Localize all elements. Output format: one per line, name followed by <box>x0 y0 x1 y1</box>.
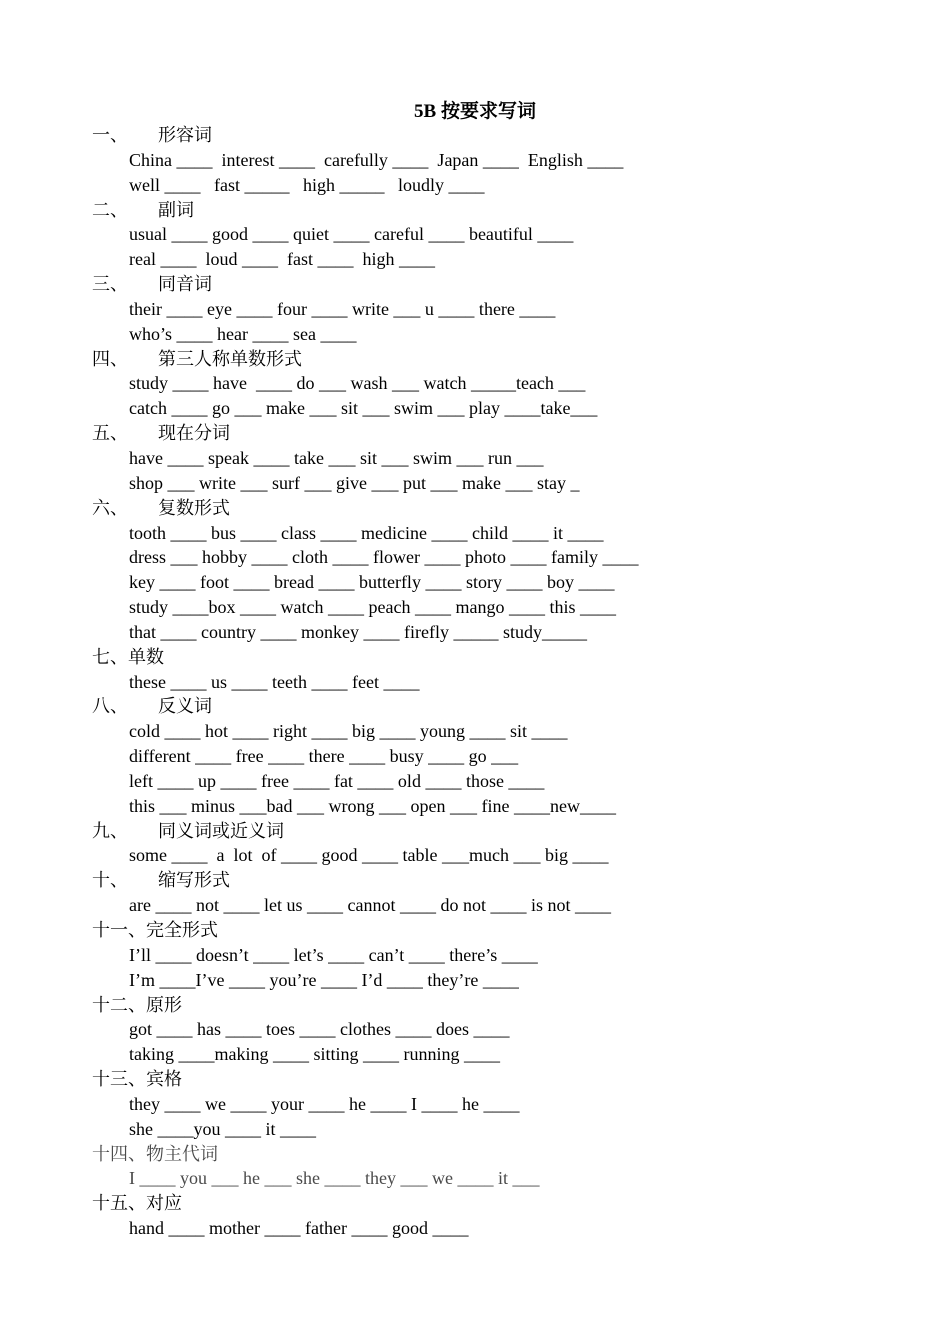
section-label: 单数 <box>128 646 164 667</box>
section-heading <box>92 272 892 297</box>
section-heading <box>92 819 892 844</box>
section-label: 反义词 <box>158 696 212 717</box>
section-number: 八、 <box>92 696 128 717</box>
section-number: 五、 <box>92 423 128 444</box>
section-number: 三、 <box>92 274 128 295</box>
section-heading <box>92 347 892 372</box>
section-number: 九、 <box>92 820 128 841</box>
exercise-line: this ___ minus ___bad ___ wrong ___ open ___ fine ____new____ <box>129 795 616 816</box>
exercise-line: tooth ____ bus ____ class ____ medicine ____ child ____ it ____ <box>129 522 604 543</box>
section-heading <box>92 198 892 223</box>
section-label: 现在分词 <box>158 423 230 444</box>
exercise-line: cold ____ hot ____ right ____ big ____ young ____ sit ____ <box>129 721 568 742</box>
section-number: 七、 <box>92 646 128 667</box>
section-number: 十一、 <box>92 920 146 940</box>
section-heading <box>92 421 892 446</box>
exercise-line: usual ____ good ____ quiet ____ careful ____ beautiful ____ <box>129 224 574 245</box>
exercise-line: I ____ you ___ he ___ she ____ they ___ we ____ it ___ <box>129 1168 540 1189</box>
section-number: 十四、 <box>92 1143 146 1164</box>
section-label: 缩写形式 <box>158 870 230 891</box>
exercise-line: real ____ loud ____ fast ____ high ____ <box>129 249 435 270</box>
exercise-line: who’s ____ hear ____ sea ____ <box>129 323 357 344</box>
section-label: 同音词 <box>158 274 212 295</box>
section-label: 复数形式 <box>158 497 230 518</box>
section-label: 形容词 <box>158 125 212 145</box>
exercise-line: some ____ a lot of ____ good ____ table ___much ___ big ____ <box>129 845 609 866</box>
section-heading <box>92 694 892 719</box>
exercise-line: catch ____ go ___ make ___ sit ___ swim ___ play ____take___ <box>129 398 598 419</box>
section-heading <box>92 918 892 943</box>
section-number: 十三、 <box>92 1069 146 1090</box>
section-number: 一、 <box>92 125 128 145</box>
worksheet-title: 5B 按要求写词 <box>414 101 536 122</box>
section-number: 十五、 <box>92 1193 146 1214</box>
exercise-line: study ____ have ____ do ___ wash ___ watch _____teach ___ <box>129 373 586 394</box>
exercise-line: that ____ country ____ monkey ____ firefly _____ study_____ <box>129 621 587 642</box>
section-heading <box>92 1191 892 1216</box>
section-heading <box>92 868 892 893</box>
section-label: 完全形式 <box>146 920 218 940</box>
sections-list <box>92 123 892 1241</box>
exercise-line: dress ___ hobby ____ cloth ____ flower ____ photo ____ family ____ <box>129 547 639 568</box>
exercise-line: shop ___ write ___ surf ___ give ___ put ___ make ___ stay _ <box>129 472 580 493</box>
exercise-line: are ____ not ____ let us ____ cannot ____ do not ____ is not ____ <box>129 895 611 916</box>
exercise-line: well ____ fast _____ high _____ loudly ____ <box>129 174 485 195</box>
section-heading <box>92 1142 892 1167</box>
exercise-line: I’ll ____ doesn’t ____ let’s ____ can’t ____ there’s ____ <box>129 944 538 965</box>
section-label: 同义词或近义词 <box>158 820 284 841</box>
section-number: 六、 <box>92 497 128 518</box>
section-number: 十、 <box>92 870 128 891</box>
exercise-line: they ____ we ____ your ____ he ____ I ____ he ____ <box>129 1093 520 1114</box>
section-label: 副词 <box>158 199 194 220</box>
exercise-line: these ____ us ____ teeth ____ feet ____ <box>129 671 420 692</box>
exercise-line: I’m ____I’ve ____ you’re ____ I’d ____ they’re ____ <box>129 969 519 990</box>
exercise-line: China ____ interest ____ carefully ____ Japan ____ English ____ <box>129 149 624 170</box>
exercise-line: taking ____making ____ sitting ____ running ____ <box>129 1044 500 1065</box>
section-number: 十二、 <box>92 994 146 1015</box>
exercise-line: hand ____ mother ____ father ____ good ____ <box>129 1218 469 1239</box>
exercise-line: different ____ free ____ there ____ busy ____ go ___ <box>129 746 519 767</box>
section-heading <box>92 1067 892 1092</box>
exercise-line: got ____ has ____ toes ____ clothes ____ does ____ <box>129 1019 510 1040</box>
exercise-line: have ____ speak ____ take ___ sit ___ swim ___ run ___ <box>129 447 544 468</box>
exercise-line: study ____box ____ watch ____ peach ____ mango ____ this ____ <box>129 597 616 618</box>
section-label: 宾格 <box>146 1069 182 1090</box>
section-label: 对应 <box>146 1193 182 1214</box>
section-label: 原形 <box>146 994 182 1015</box>
exercise-line: she ____you ____ it ____ <box>129 1118 316 1139</box>
section-heading <box>92 496 892 521</box>
section-number: 二、 <box>92 199 128 220</box>
section-heading <box>92 645 892 670</box>
exercise-line: key ____ foot ____ bread ____ butterfly ____ story ____ boy ____ <box>129 572 615 593</box>
section-label: 第三人称单数形式 <box>158 348 302 369</box>
exercise-line: left ____ up ____ free ____ fat ____ old ____ those ____ <box>129 770 545 791</box>
section-label: 物主代词 <box>146 1143 218 1164</box>
section-number: 四、 <box>92 348 128 369</box>
section-heading <box>92 123 892 148</box>
exercise-line: their ____ eye ____ four ____ write ___ u ____ there ____ <box>129 298 556 319</box>
section-heading <box>92 993 892 1018</box>
